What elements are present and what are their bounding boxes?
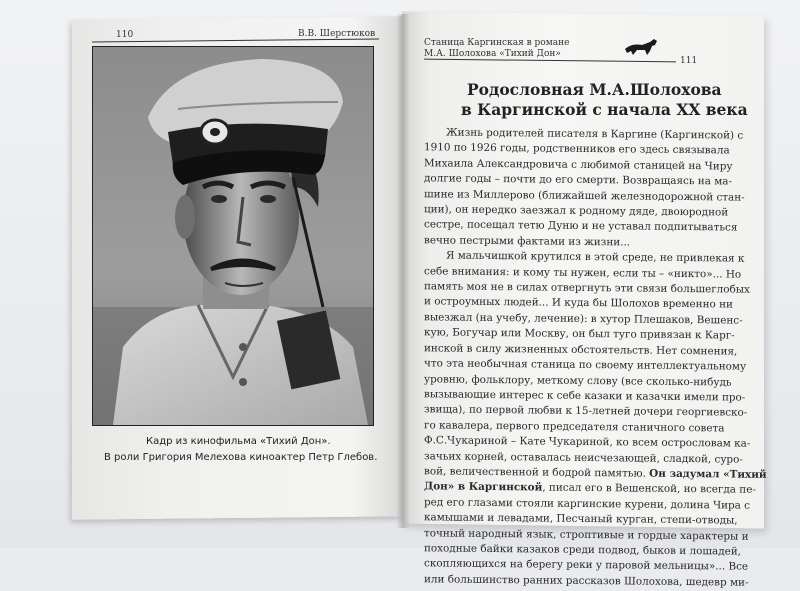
horse-icon [622, 37, 662, 57]
body-line-text: сестре, посещал тетю Дуню и не уставал подпитываться [424, 218, 738, 235]
left-running-head: В.В. Шерстюков [298, 29, 376, 39]
left-page-number: 110 [116, 30, 134, 40]
body-line-text: память моя не в силах отвергнуть эти связи большеглобых [424, 280, 750, 296]
body-line-bold-text: Дон» в Каргинской [424, 480, 543, 494]
book-gutter [396, 14, 410, 528]
body-line-text: вызывающие интерес к себе казаки и казачки имели про- [424, 388, 746, 404]
body-line-text: что эта необычная станица по своему интеллектуальному [424, 357, 747, 373]
body-line [424, 572, 750, 591]
body-line-text: зачьих корней, оставалась неисчезающей, сладкой, суро- [424, 449, 743, 466]
body-line-text: или большинство ранних рассказов Шолохова, шедевр ми- [424, 573, 749, 589]
chapter-title-line-2: в Каргинской с начала XX века [461, 100, 748, 119]
body-line-text: шине из Миллерово (ближайшей железнодорожной стан- [424, 187, 745, 204]
right-page-number: 111 [680, 56, 698, 66]
film-still-photo [92, 46, 374, 426]
body-line-text: ции), он нередко заезжал к родному дяде, двоюродной [424, 203, 729, 219]
photo-caption-line-1: Кадр из кинофильма «Тихий Дон». [146, 436, 331, 447]
body-line-text: камышами и левадами, Песчаный курган, степи-отводы, [424, 511, 738, 527]
body-line-text: ред его глазами стояли каргинские курени, долина Чира с [424, 496, 750, 512]
body-line-text: себе внимания: и кому ты нужен, если ты – «никто»... Но [424, 264, 742, 281]
body-text [424, 125, 767, 591]
body-line-text: вой, величественной и бодрой памятью. [424, 465, 650, 480]
body-line-text: кую, Богучар или Москву, он был туго привязан к Карг- [424, 326, 735, 342]
portrait-figure [93, 47, 373, 425]
body-line-text: Жизнь родителей писателя в Каргине (Каргинской) с [446, 126, 744, 142]
body-line-text: Михаила Александровича с любимой станицей на Чиру [424, 157, 733, 173]
body-line-text: , писал его в Вешенской, но всегда пе- [542, 481, 756, 497]
body-line-text: звища), по первой любви к 15-летней дочери георгиевско- [424, 403, 748, 419]
body-line-text: долгие годы – почти до его смерти. Возвращаясь на ма- [424, 172, 733, 188]
photo-caption-line-2: В роли Григория Мелехова киноактер Петр Глебов. [104, 452, 378, 463]
body-line-text: Ф.С.Чукариной – Кате Чукариной, ко всем острословам ка- [424, 434, 751, 450]
body-line-text: точный народный язык, строптивые и гордые характеры и [424, 526, 749, 543]
body-line-text: 1910 по 1926 годы, родственников его здесь связывала [424, 141, 730, 157]
body-line-text: инской в силу жизненных обстоятельств. Нет сомнения, [424, 341, 738, 358]
chapter-title-line-1: Родословная М.А.Шолохова [467, 80, 722, 99]
body-line-text: Я мальчишкой крутился в этой среде, не привлекая к [446, 249, 745, 265]
body-line-bold-text: Он задумал «Тихий [649, 467, 767, 481]
running-head-line-2: М.А. Шолохова «Тихий Дон» [424, 49, 561, 59]
body-line-text: го кавалера, первого председателя станичного совета [424, 419, 725, 435]
body-line-text: вечно пестрыми фактами из жизни... [424, 234, 631, 249]
body-line-text: и остроумных людей... И куда бы Шолохов временно ни [424, 295, 733, 311]
body-line-text: походные байки казаков среди подвод, быков и лошадей, [424, 542, 741, 558]
body-line-text: скопляющихся на берегу реки у паровой мельницы»... Все [424, 557, 749, 574]
body-line-text: выезжал (на учебу, лечение): в хутор Плешаков, Вешенс- [424, 311, 743, 327]
running-head-line-1: Станица Каргинская в романе [424, 38, 570, 48]
body-line-text: уровню, фольклору, меткому слову (все сколько-нибудь [424, 372, 732, 389]
